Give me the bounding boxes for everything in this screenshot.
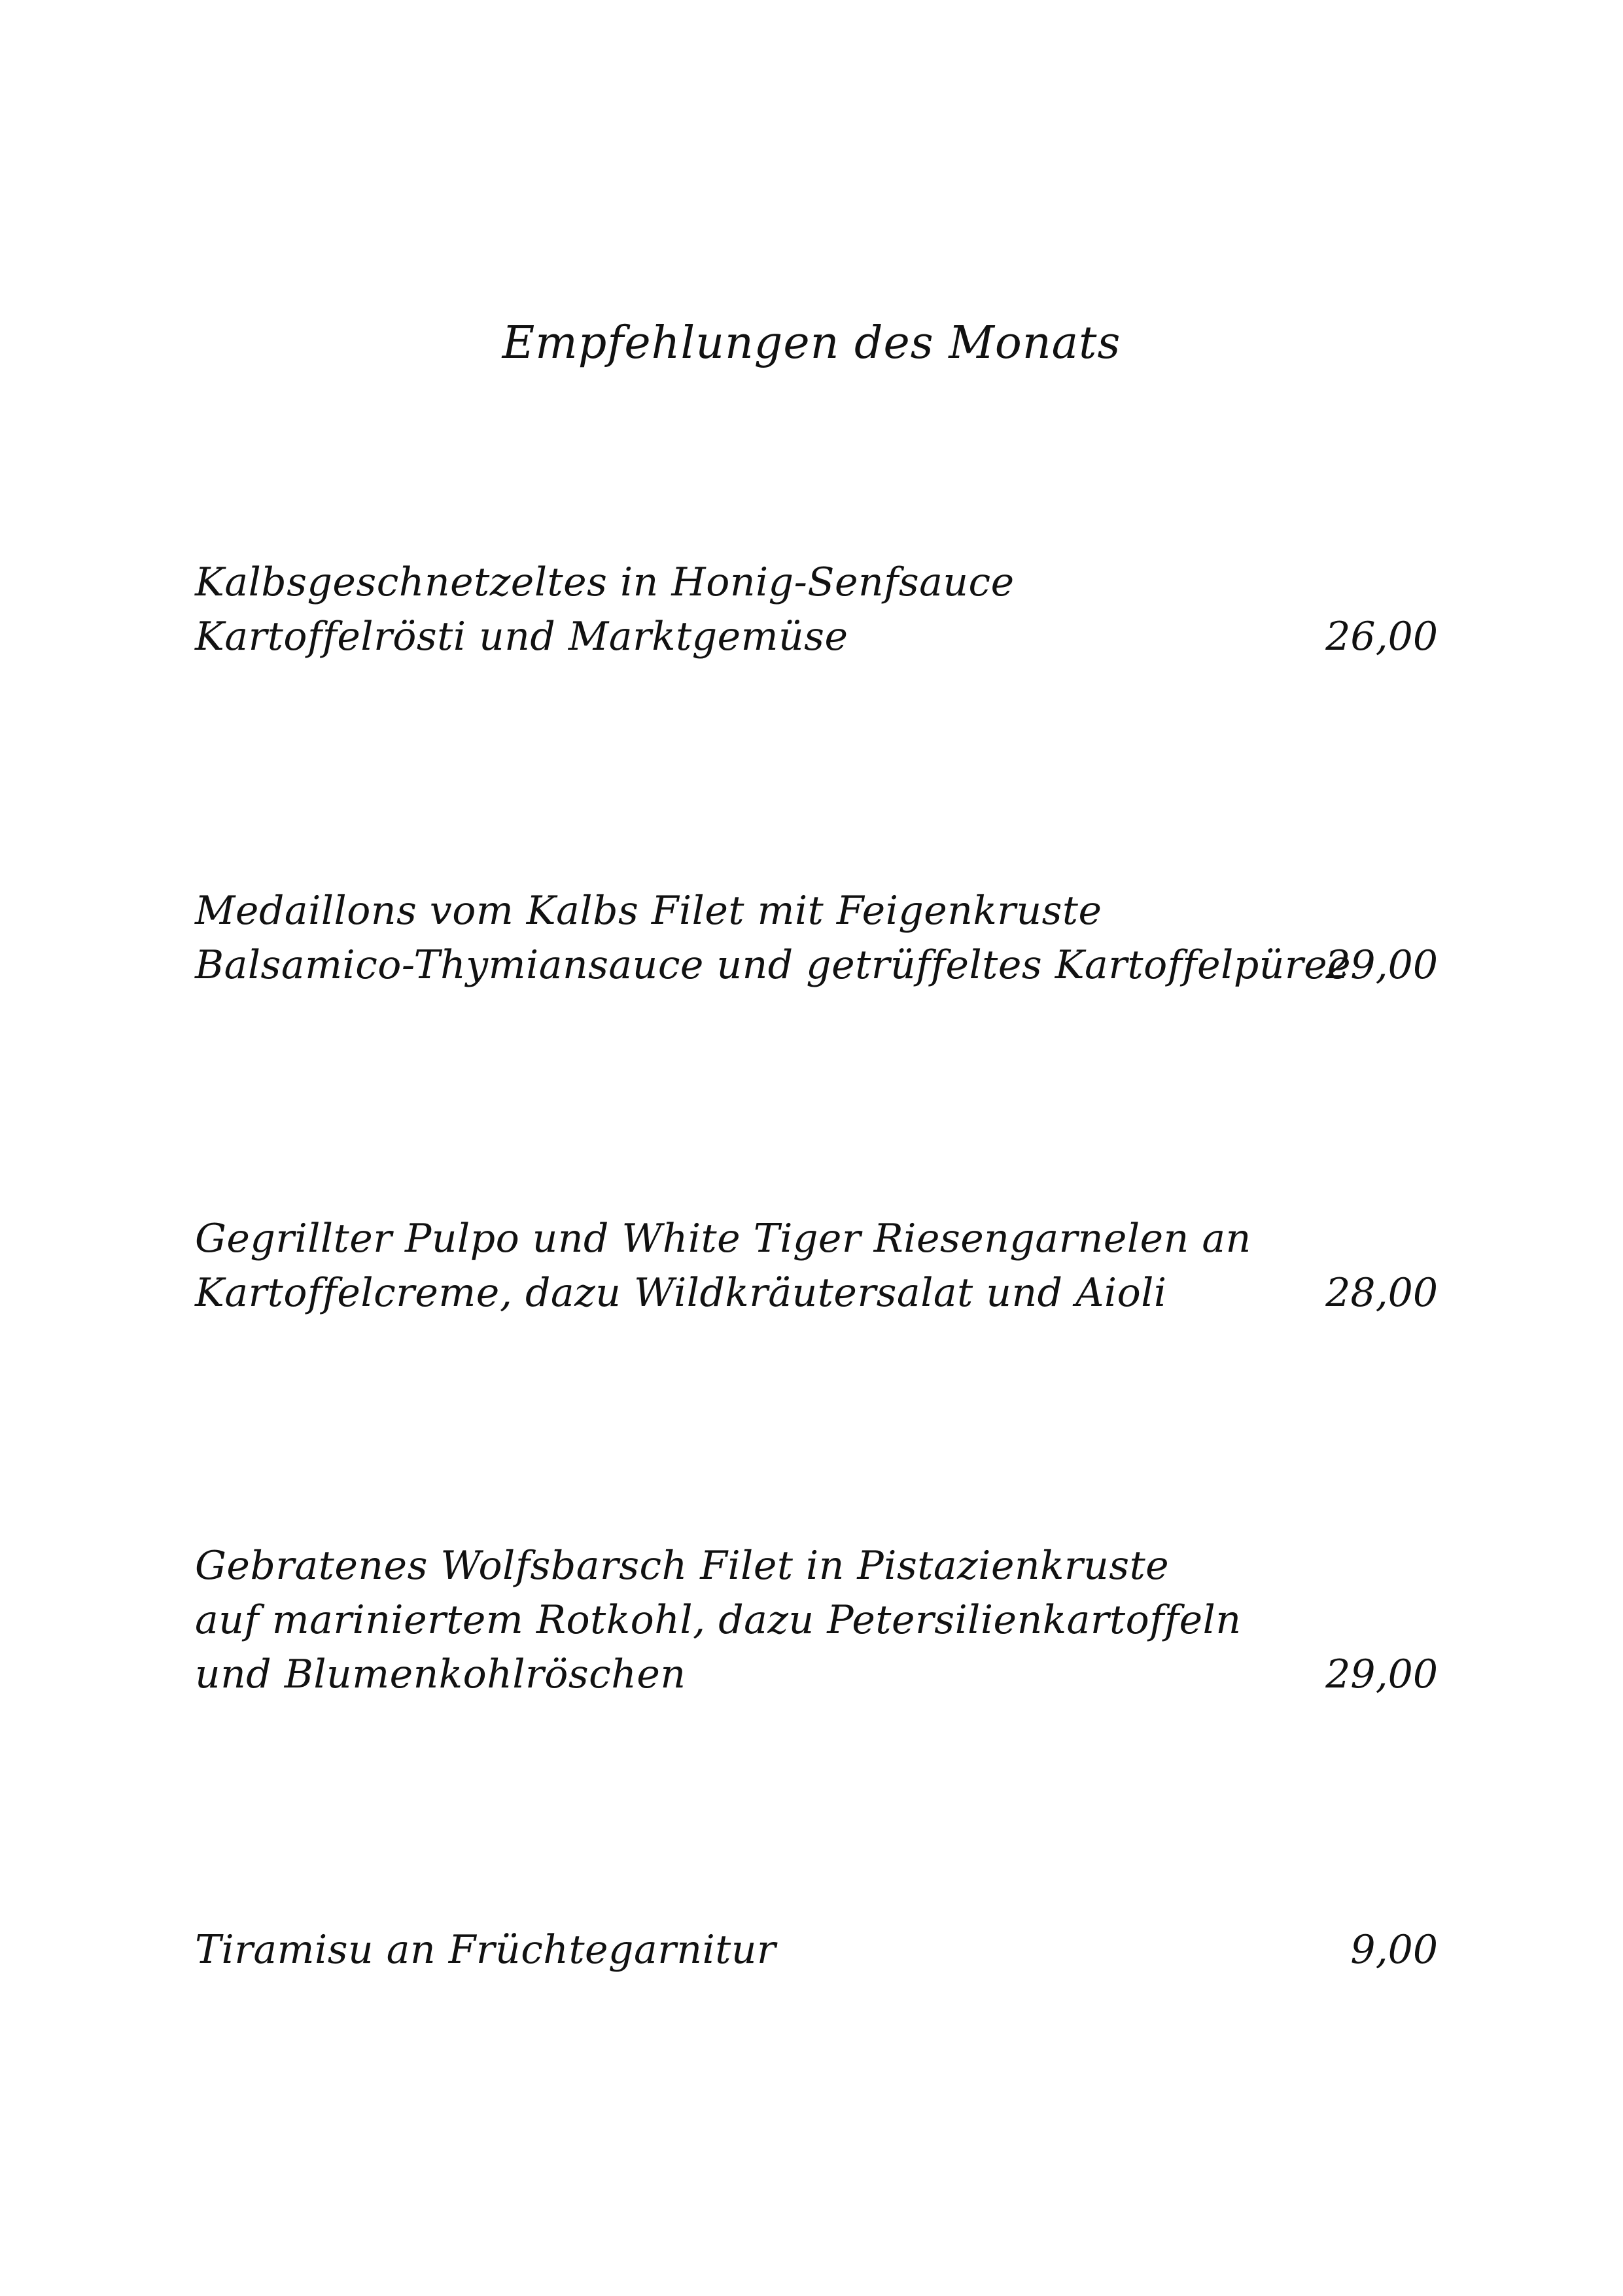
- menu-item-line: Medaillons vom Kalbs Filet mit Feigenkruste: [195, 888, 1102, 934]
- menu-item-price: 29,00: [1325, 942, 1438, 988]
- menu-item-price: 9,00: [1350, 1927, 1438, 1973]
- menu-item-line: Gegrillter Pulpo und White Tiger Riesengarnelen an: [195, 1216, 1251, 1262]
- menu-item-price: 29,00: [1325, 1651, 1438, 1697]
- menu-item-line: Kartoffelcreme, dazu Wildkräutersalat und Aioli: [195, 1270, 1167, 1316]
- menu-item-line: Tiramisu an Früchtegarnitur: [195, 1927, 777, 1973]
- menu-item-line: und Blumenkohlröschen: [195, 1651, 686, 1697]
- menu-item: [195, 885, 1438, 996]
- menu-item-line: Gebratenes Wolfsbarsch Filet in Pistazienkruste: [195, 1543, 1170, 1589]
- menu-item: [195, 1924, 1438, 1983]
- menu-item: [195, 1212, 1438, 1324]
- menu-item-price: 28,00: [1325, 1270, 1438, 1316]
- menu-item: [195, 1540, 1438, 1703]
- menu-item-line: auf mariniertem Rotkohl, dazu Petersilienkartoffeln: [195, 1597, 1242, 1643]
- menu-item-line: Kartoffelrösti und Marktgemüse: [195, 614, 848, 660]
- menu-item-line: Kalbsgeschnetzeltes in Honig-Senfsauce: [195, 559, 1015, 605]
- page-title: Empfehlungen des Monats: [502, 317, 1121, 369]
- menu-item-line: Balsamico-Thymiansauce und getrüffeltes Kartoffelpüree: [195, 942, 1352, 988]
- menu-item-price: 26,00: [1325, 614, 1438, 660]
- menu-item: [195, 556, 1438, 667]
